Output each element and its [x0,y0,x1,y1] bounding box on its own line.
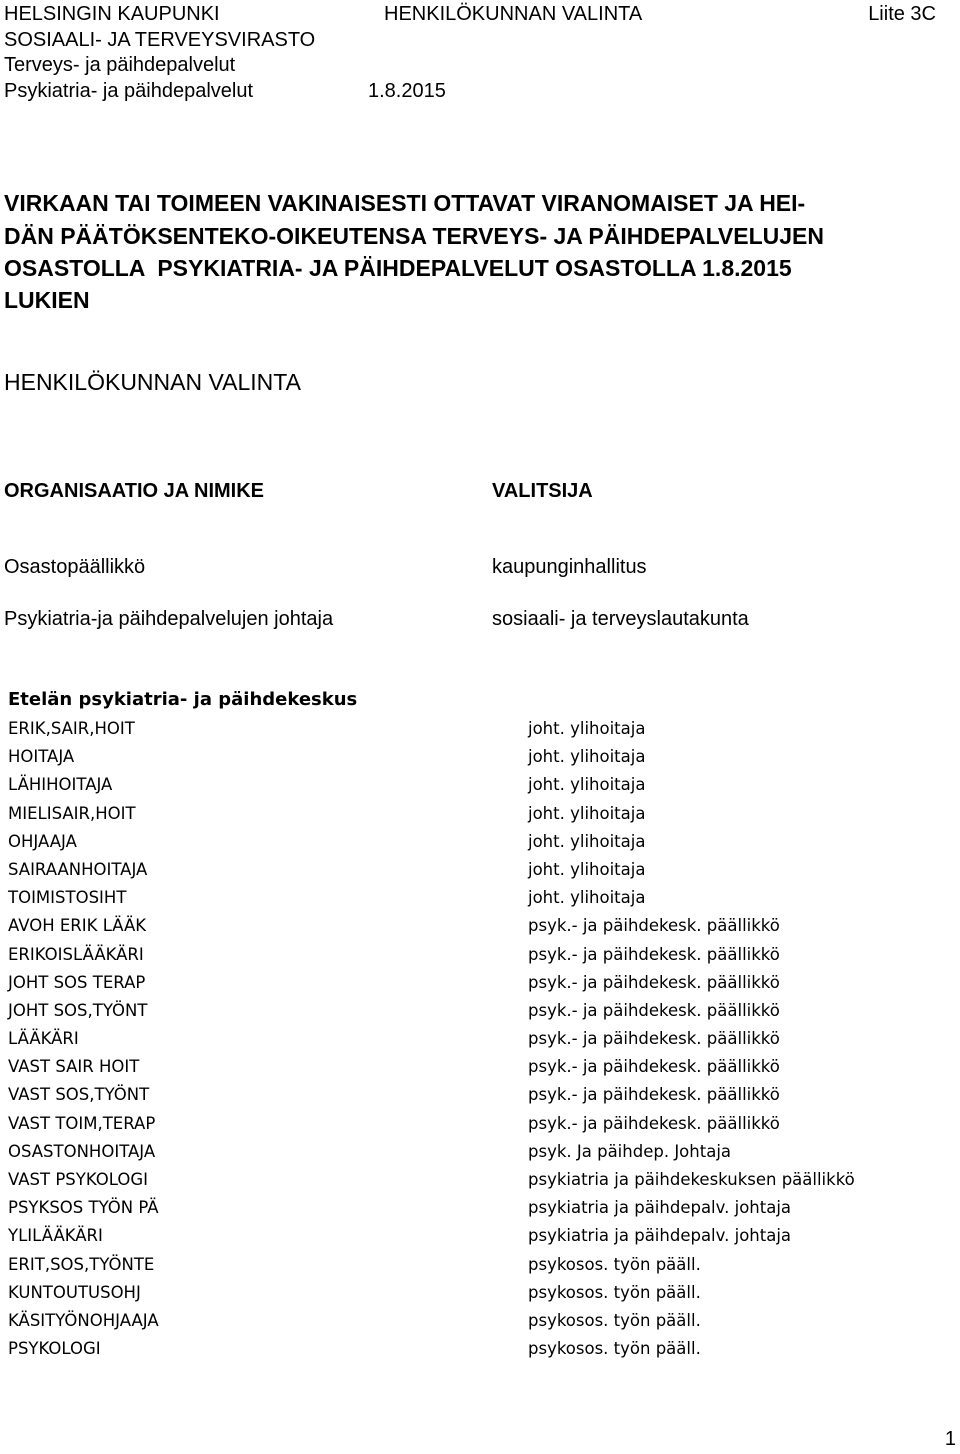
table-row-title: JOHT SOS TERAP [8,972,146,992]
column-heading-organization: ORGANISAATIO JA NIMIKE [4,480,265,502]
table-row-selector: joht. ylihoitaja [528,831,646,851]
selector-column [528,715,855,1363]
org-name: HELSINGIN KAUPUNKI [4,3,220,25]
table-row-selector: joht. ylihoitaja [528,719,646,738]
table-row-selector: psyk.- ja päihdekesk. päällikkö [528,1000,780,1020]
subunit-name: Psykiatria- ja päihdepalvelut [4,80,254,102]
column-heading-selector: VALITSIJA [492,480,593,502]
table-row-title: YLILÄÄKÄRI [8,1226,103,1246]
table-row-selector: psykosos. työn pääll. [528,1339,701,1359]
table-row-title: OSASTONHOITAJA [8,1141,156,1161]
table-row-title: LÄHIHOITAJA [8,775,113,795]
table-row-title: AVOH ERIK LÄÄK [8,916,147,936]
table-row-title: LÄÄKÄRI [8,1029,79,1049]
attachment-label: Liite 3C [868,3,936,25]
table-row-selector: psykiatria ja päihdepalv. johtaja [528,1198,792,1218]
table-row-selector: psykiatria ja päihdekeskuksen päällikkö [528,1170,855,1189]
table-row-selector: joht. ylihoitaja [528,775,646,795]
title-column [8,715,159,1363]
table-row-title: ERIK,SAIR,HOIT [8,719,135,738]
table-row-selector: joht. ylihoitaja [528,803,646,823]
table-row-selector: psyk.- ja päihdekesk. päällikkö [528,1113,780,1133]
table-row-title: VAST SOS,TYÖNT [8,1085,150,1105]
table-row-title: JOHT SOS,TYÖNT [8,1000,148,1020]
table-row-title: TOIMISTOSIHT [8,888,127,908]
table-row-selector: psykosos. työn pääll. [528,1282,701,1302]
main-title-line-1: VIRKAAN TAI TOIMEEN VAKINAISESTI OTTAVAT VIRANOMAISET JA HEI- [4,190,806,216]
table-row-selector: psyk.- ja päihdekesk. päällikkö [528,1029,780,1049]
table-row-selector: psyk.- ja päihdekesk. päällikkö [528,1085,780,1105]
table-row-title: KUNTOUTUSOHJ [8,1282,141,1302]
table-row-title: KÄSITYÖNOHJAAJA [8,1310,159,1330]
table-row-selector: psyk.- ja päihdekesk. päällikkö [528,916,780,936]
table-row-title: SAIRAANHOITAJA [8,859,148,879]
table-row-title: MIELISAIR,HOIT [8,803,136,823]
department-name: SOSIAALI- JA TERVEYSVIRASTO [4,29,316,51]
row-title-director: Psykiatria-ja päihdepalvelujen johtaja [4,608,334,630]
section-title: HENKILÖKUNNAN VALINTA [4,369,301,395]
document-date: 1.8.2015 [368,80,446,102]
table-row-selector: psyk.- ja päihdekesk. päällikkö [528,1057,780,1077]
row-selector-department-head: kaupunginhallitus [492,556,647,578]
row-selector-director: sosiaali- ja terveyslautakunta [492,608,749,630]
table-row-selector: psykiatria ja päihdepalv. johtaja [528,1226,792,1246]
table-row-selector: psyk.- ja päihdekesk. päällikkö [528,972,780,992]
table-row-selector: joht. ylihoitaja [528,888,646,908]
table-row-title: VAST TOIM,TERAP [8,1113,156,1133]
row-title-department-head: Osastopäällikkö [4,556,146,578]
document-heading: HENKILÖKUNNAN VALINTA [384,3,643,25]
table-row-title: ERIKOISLÄÄKÄRI [8,944,144,964]
table-row-selector: joht. ylihoitaja [528,859,646,879]
table-row-selector: psykosos. työn pääll. [528,1254,701,1274]
table-row-selector: psykosos. työn pääll. [528,1310,701,1330]
unit-name: Terveys- ja päihdepalvelut [4,54,236,76]
table-title: Etelän psykiatria- ja päihdekeskus [8,689,358,710]
table-row-title: VAST PSYKOLOGI [8,1170,148,1189]
table-row-title: OHJAAJA [8,831,77,851]
page-number: 1 [944,1428,956,1450]
table-row-title: VAST SAIR HOIT [8,1057,140,1077]
table-row-title: ERIT,SOS,TYÖNTE [8,1254,155,1274]
main-title-line-3: OSASTOLLA PSYKIATRIA- JA PÄIHDEPALVELUT OSASTOLLA 1.8.2015 [4,255,792,281]
table-row-title: HOITAJA [8,747,75,767]
table-row-title: PSYKOLOGI [8,1339,101,1359]
table-row-selector: psyk. Ja päihdep. Johtaja [528,1141,732,1161]
table-row-selector: joht. ylihoitaja [528,747,646,767]
table-row-title: PSYKSOS TYÖN PÄ [8,1198,159,1218]
main-title-line-2: DÄN PÄÄTÖKSENTEKO-OIKEUTENSA TERVEYS- JA PÄIHDEPALVELUJEN [4,223,825,249]
main-title-line-4: LUKIEN [4,287,90,313]
table-row-selector: psyk.- ja päihdekesk. päällikkö [528,944,780,964]
